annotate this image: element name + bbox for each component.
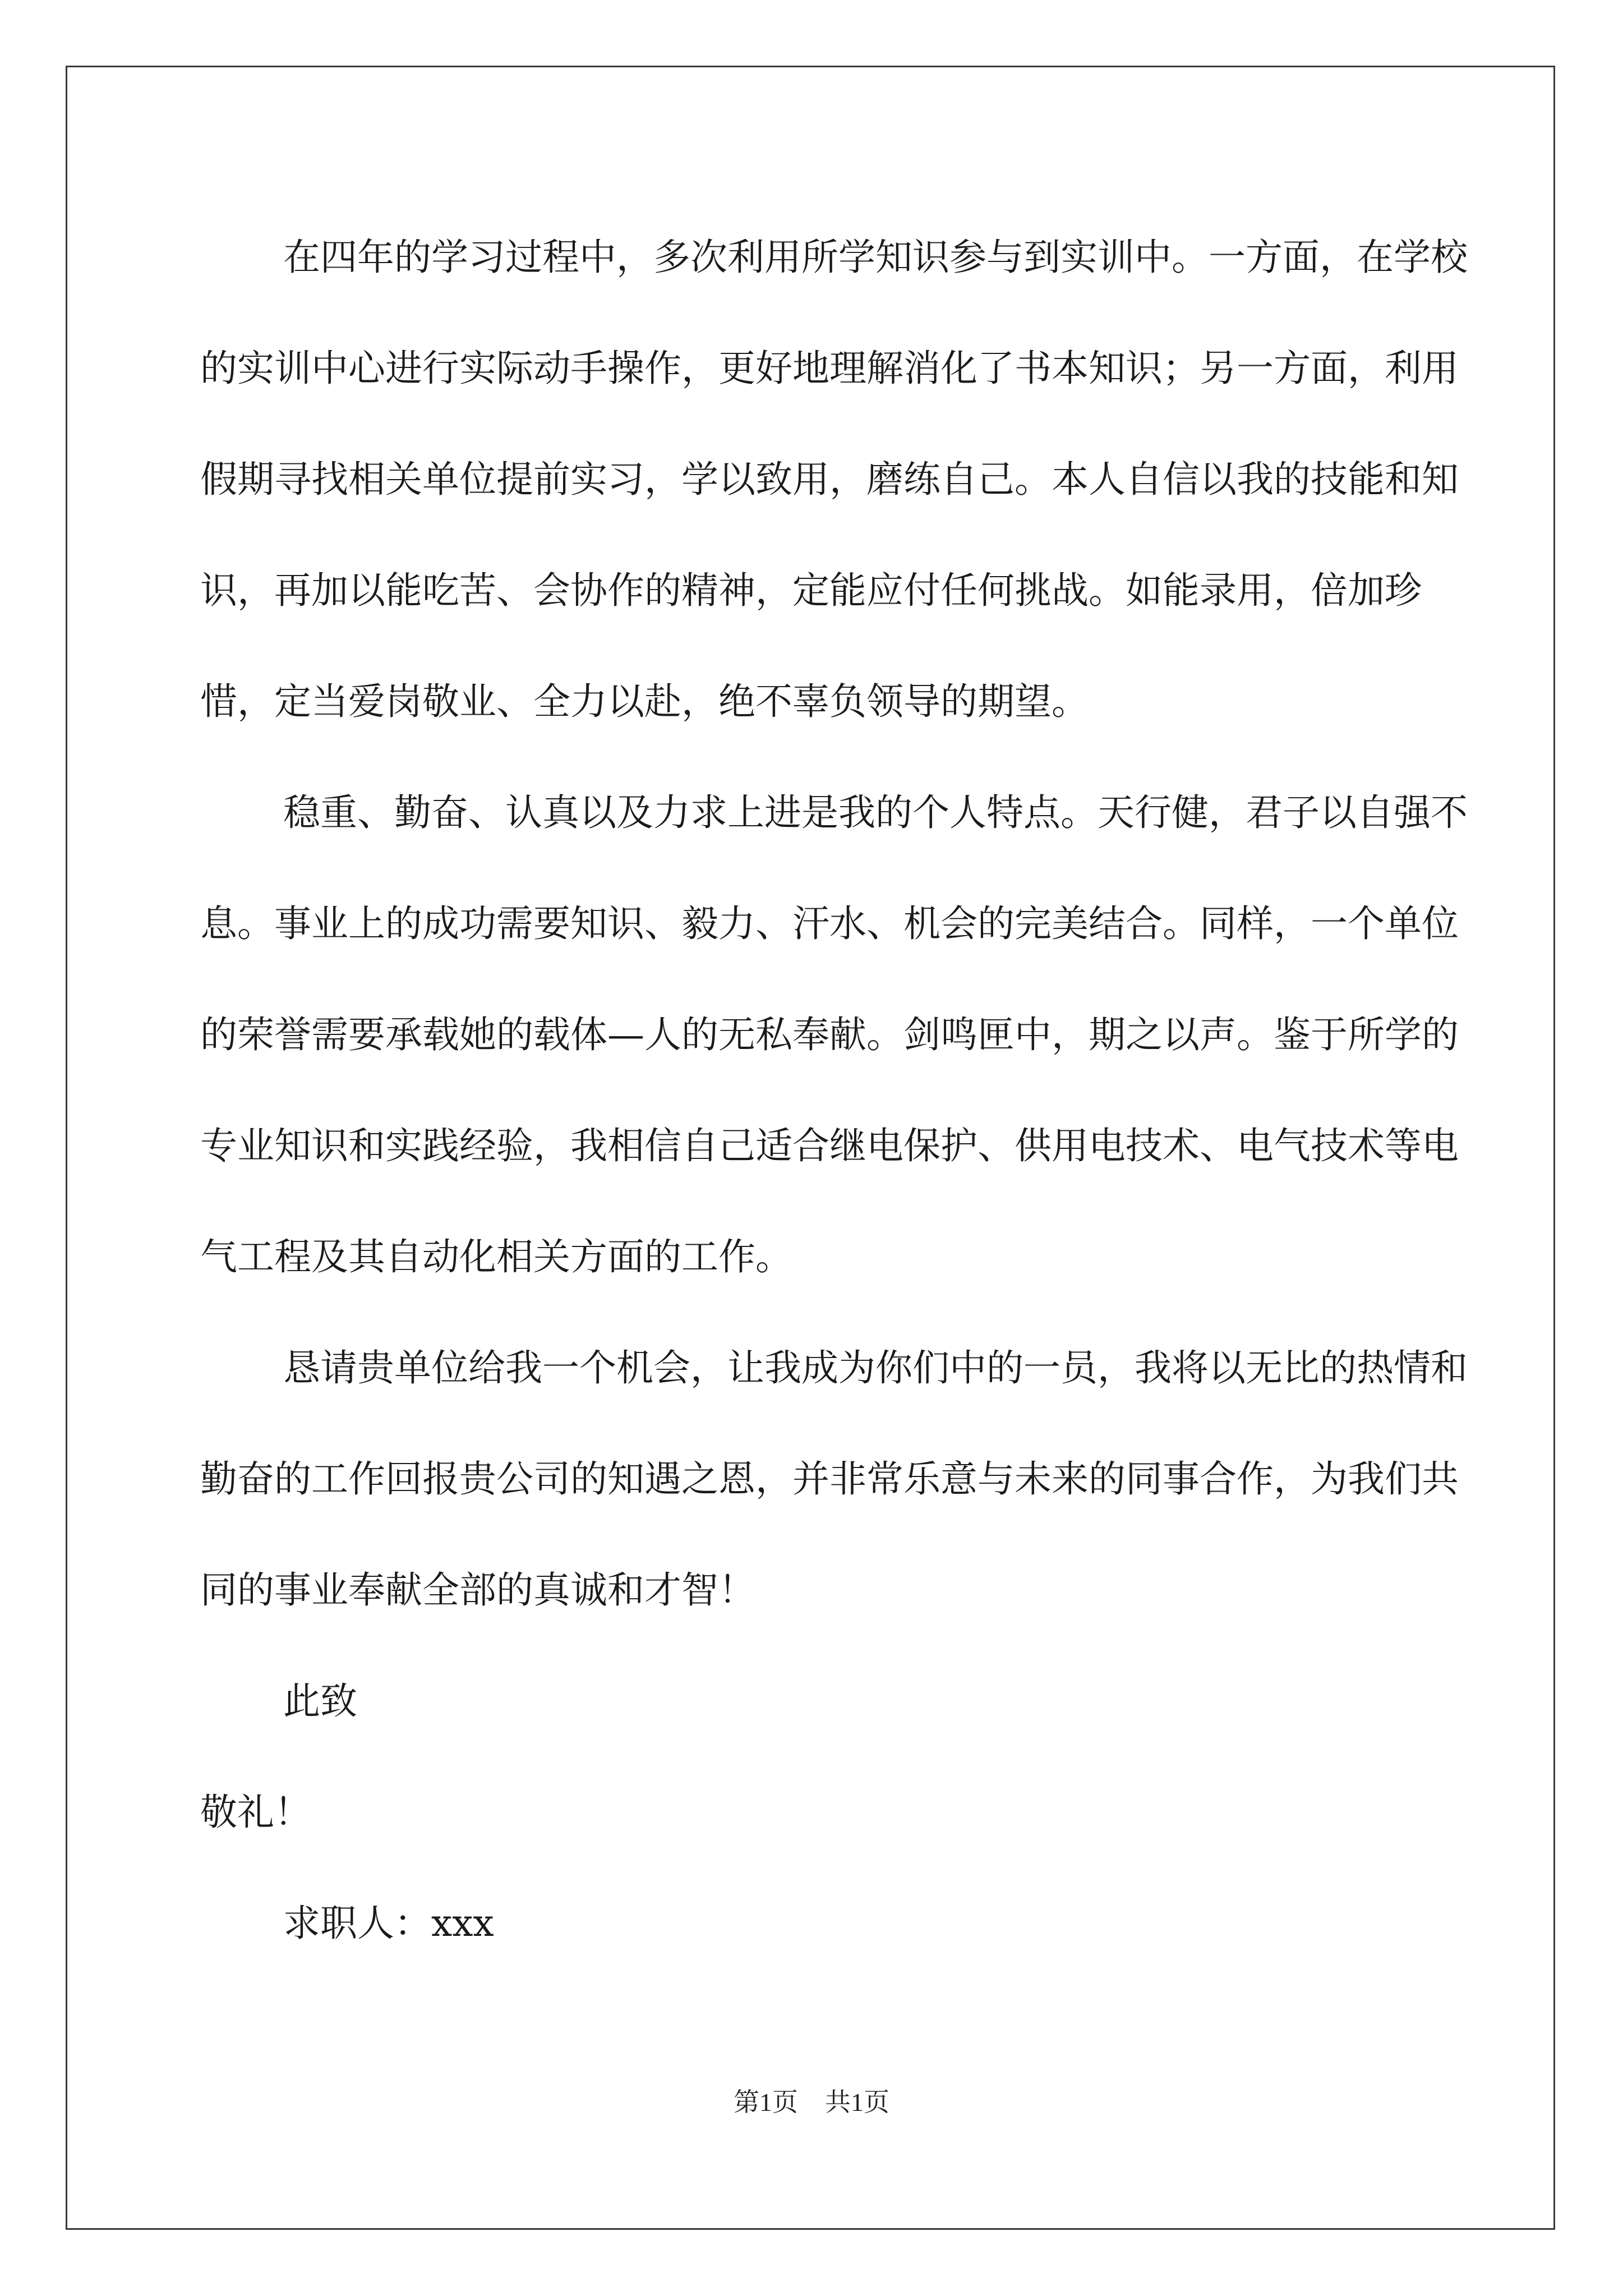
paragraph-personal-traits: 稳重、勤奋、认真以及力求上进是我的个人特点。天行健，君子以自强不息。事业上的成功需要知识、毅力、汗水、机会的完美结合。同样，一个单位的荣誉需要承载她的载体—人的无私奉献。剑鸣匣中，期之以声。鉴于所学的专业知识和实践经验，我相信自己适合继电保护、供用电技术、电气技术等电气工程及其自动化相关方面的工作。 bbox=[200, 791, 1468, 1278]
paragraph-training-experience: 在四年的学习过程中，多次利用所学知识参与到实训中。一方面，在学校的实训中心进行实际动手操作，更好地理解消化了书本知识；另一方面，利用假期寻找相关单位提前实习，学以致用，磨练自己。本人自信以我的技能和知识，再加以能吃苦、会协作的精神，定能应付任何挑战。如能录用，倍加珍惜，定当爱岗敬业、全力以赴，绝不辜负领导的期望。 bbox=[200, 236, 1468, 723]
closing-salutation: 此致 bbox=[283, 1680, 357, 1723]
letter-body bbox=[200, 202, 1468, 1979]
paragraph-request: 恳请贵单位给我一个机会，让我成为你们中的一员，我将以无比的热情和勤奋的工作回报贵公司的知遇之恩，并非常乐意与未来的同事合作，为我们共同的事业奉献全部的真诚和才智！ bbox=[200, 1346, 1468, 1612]
closing-regards: 敬礼！ bbox=[200, 1791, 311, 1834]
page-number-total: 共1页 bbox=[825, 2088, 889, 2116]
page-footer bbox=[0, 2086, 1623, 2119]
applicant-signature: 求职人：xxx bbox=[283, 1902, 494, 1945]
page-number-current: 第1页 bbox=[734, 2088, 798, 2116]
